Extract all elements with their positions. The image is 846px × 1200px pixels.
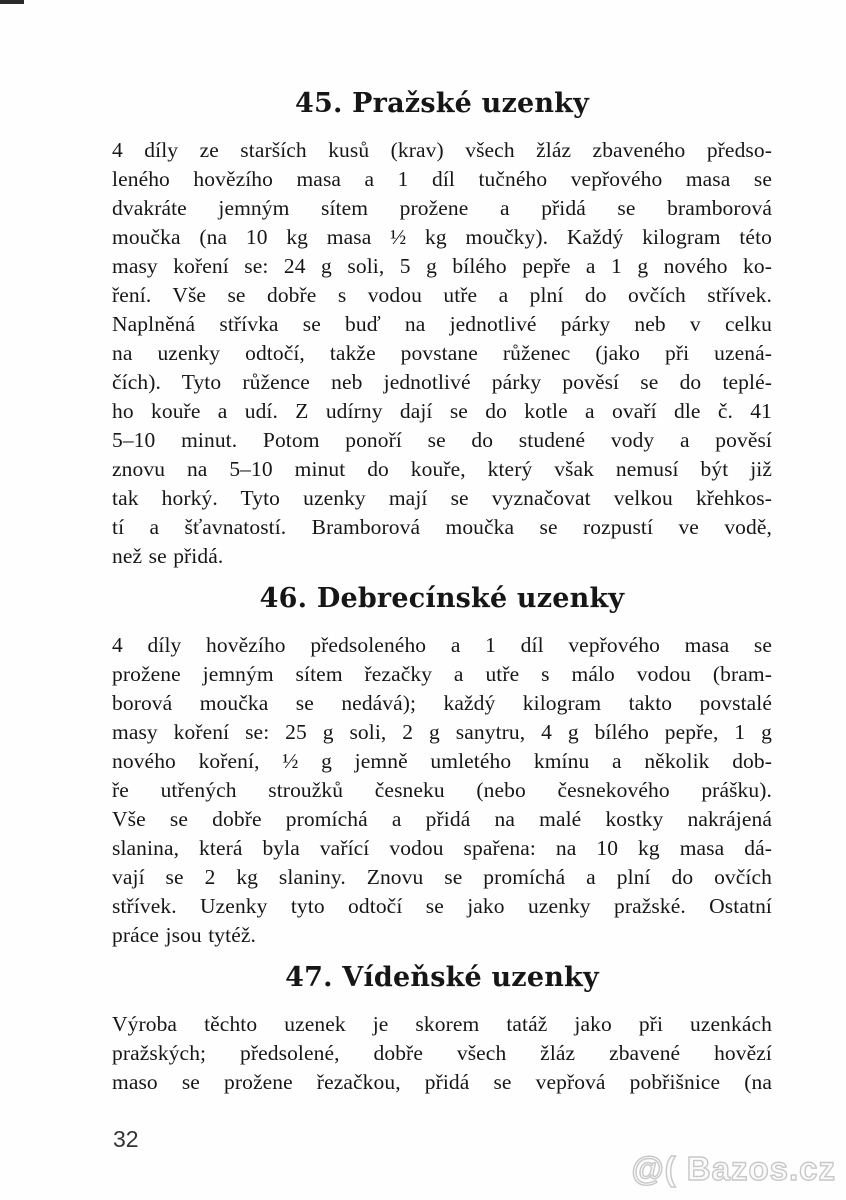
paragraph [112, 631, 772, 950]
text-line: masy koření se: 24 g soli, 5 g bílého pepře a 1 g nového ko- [112, 254, 772, 278]
text-line: na uzenky odtočí, takže povstane růženec (jako při uzená- [112, 341, 772, 365]
section-title: 45. Pražské uzenky [295, 88, 589, 119]
text-line: ření. Vše se dobře s vodou utře a plní do ovčích střívek. [112, 283, 772, 307]
text-line: maso se prožene řezačkou, přidá se vepřová pobřišnice (na [112, 1070, 772, 1094]
text-line: leného hovězího masa a 1 díl tučného vepřového masa se [112, 167, 772, 191]
text-line: slanina, která byla vařící vodou spařena: na 10 kg masa dá- [112, 836, 772, 860]
text-line: střívek. Uzenky tyto odtočí se jako uzenky pražské. Ostatní [112, 894, 772, 918]
section-title: 46. Debrecínské uzenky [259, 583, 625, 614]
text-line: ho kouře a udí. Z udírny dají se do kotle a ovaří dle č. 41 [112, 399, 772, 423]
text-line: znovu na 5–10 minut do kouře, který však nemusí být již [112, 457, 772, 481]
text-line: 5–10 minut. Potom ponoří se do studené vody a pověsí [112, 428, 772, 452]
text-line: 4 díly ze starších kusů (krav) všech žláz zbaveného předso- [112, 138, 772, 162]
text-line: pražských; předsolené, dobře všech žláz zbavené hovězí [112, 1041, 772, 1065]
page-content [112, 86, 772, 1097]
text-line: masy koření se: 25 g soli, 2 g sanytru, 4 g bílého pepře, 1 g [112, 720, 772, 744]
section-title: 47. Vídeňské uzenky [285, 962, 599, 993]
text-line: nového koření, ½ g jemně umletého kmínu a několik dob- [112, 749, 772, 773]
paragraph [112, 1010, 772, 1097]
text-line: moučka (na 10 kg masa ½ kg moučky). Každý kilogram této [112, 225, 772, 249]
text-line: prožene jemným sítem řezačky a utře s málo vodou (bram- [112, 662, 772, 686]
text-line: Výroba těchto uzenek je skorem tatáž jako při uzenkách [112, 1012, 772, 1036]
text-line: ře utřených stroužků česneku (nebo česnekového prášku). [112, 778, 772, 802]
text-line: 4 díly hovězího předsoleného a 1 díl vepřového masa se [112, 633, 772, 657]
text-line: Vše se dobře promíchá a přidá na malé kostky nakrájená [112, 807, 772, 831]
text-line: práce jsou tytéž. [112, 923, 256, 947]
text-line: tak horký. Tyto uzenky mají se vyznačovat velkou křehkos- [112, 486, 772, 510]
watermark-bazos: @( Bazos.cz [631, 1150, 836, 1187]
text-line: borová moučka se nedává); každý kilogram takto povstalé [112, 691, 772, 715]
page-number: 32 [113, 1126, 139, 1152]
text-line: vají se 2 kg slaniny. Znovu se promíchá a plní do ovčích [112, 865, 772, 889]
scan-artifact-mark [0, 0, 24, 4]
text-line: než se přidá. [112, 544, 224, 568]
paragraph [112, 136, 772, 571]
text-line: čích). Tyto růžence neb jednotlivé párky pověsí se do teplé- [112, 370, 772, 394]
text-line: tí a šťavnatostí. Bramborová moučka se rozpustí ve vodě, [112, 515, 772, 539]
text-line: dvakráte jemným sítem prožene a přidá se bramborová [112, 196, 772, 220]
text-line: Naplněná střívka se buď na jednotlivé párky neb v celku [112, 312, 772, 336]
